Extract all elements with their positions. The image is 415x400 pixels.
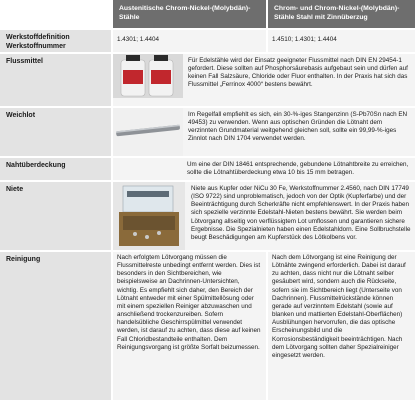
reinigung-col2: Nach dem Lötvorgang ist eine Reinigung der Lötnähte zwingend erforderlich. Dabei ist darauf zu achten, dass nicht nur die Lötnaht selber gesäubert wird, sondern auch die Rückseite, sofern sie im Sichtbereich liegt (Unterseite von Dachrinnen). Flussmittelrückstände können gerade auf verzinntem Edelstahl (sowie auf blanken und mattierten Edelstahl-Oberflächen) Ausblühungen hervorrufen, die das optische Erscheinungsbild und die Korrosionsbeständigkeit beeinträchtigen. Nach dem Lötvorgang sollten daher Spezialreiniger eingesetzt werden.: [268, 252, 415, 400]
rivet-packs-photo: [113, 182, 185, 250]
row-niete: [0, 182, 415, 250]
reinigung-col1: Nach erfolgtem Lötvorgang müssen die Flussmittelreste unbedingt entfernt werden. Dies ist besonders in den Sichtbereichen, wie beispielsweise an Dachrinnen-Untersichten, wichtig. Es empfiehlt sich daher, den Bereich der Lötnaht entweder mit einer Spülmittellösung oder mit einem speziellen Reiniger abzuwaschen und anschließend trockenzureiben. Sofern handelsübliche Geschirrspülmittel verwendet werden, ist darauf zu achten, dass diese auf keinen Fall Chloridbestandteile enthalten. Dem Reinigungsvorgang ist größte Sorfalt beizumessen.: [113, 252, 266, 400]
flux-bottles-photo: [113, 54, 183, 98]
werkstoff-col2: 1.4510; 1.4301; 1.4404: [268, 30, 415, 52]
row-werkstoff: [0, 30, 415, 52]
row-nahtueberdeckung: [0, 158, 415, 180]
label-reinigung: Reinigung: [0, 252, 111, 400]
niete-text: Niete aus Kupfer oder NiCu 30 Fe, Werkstoffnummer 2.4560, nach DIN 17749 (ISO 9722) sind unproblematisch, jedoch von der Optik (Kupferfarbe) und der Beeinträchtigung durch Scherkräfte nicht empfehlenswert. In der Praxis haben sich spezielle verzinnte Edelstahl-Nieten bestens bewährt. Sie werden beim Lötvorgang allseitig von verflüssigtem Lot umflossen und garantieren sichere Ergebnisse. Die Spezialnieten haben einen Edelstahldorn. Eine Sollbruchstelle beugt Beschädigungen am Kupferstück des Lötkolbens vor.: [191, 185, 411, 241]
row-flussmittel: [0, 54, 415, 106]
label-nahtueberdeckung: Nahtüberdeckung: [0, 158, 111, 180]
solder-rod-photo: [113, 108, 183, 156]
label-werkstoff: Werkstoffdefinition Werkstoffnummer: [0, 30, 111, 52]
label-niete: Niete: [0, 182, 111, 250]
row-weichlot: [0, 108, 415, 156]
weichlot-text: Im Regelfall empfiehlt es sich, ein 30-%-iges Stangenzinn (S-Pb70Sn nach EN 49453) zu verwenden. Wenn aus optischen Gründen die Lötnaht dem verzinnten Grundmaterial weitgehend gleichen soll, sollte ein 99,99-%-iges Zinnlot nach DIN 1704 verwendet werden.: [188, 111, 408, 143]
row-reinigung: [0, 252, 415, 400]
header-austenitic: Austenitische Chrom-Nickel-(Molybdän)-Stähle: [113, 0, 266, 28]
header-tin-coated: Chrom- und Chrom-Nickel-(Molybdän)-Stähle Stahl mit Zinnüberzug: [268, 0, 415, 28]
werkstoff-col1: 1.4301; 1.4404: [113, 30, 266, 52]
label-flussmittel: Flussmittel: [0, 54, 111, 106]
flussmittel-text: Für Edelstähle wird der Einsatz geeigneter Flussmittel nach DIN EN 29454-1 gefordert. Diese sollten auf Phosphorsäurebasis aufgebaut sein und dürfen auf keinen Fall Salzsäure, Chloride oder Fluor enthalten. In der Praxis hat sich das Flussmittel „Ferrinox 4000“ bestens bewährt.: [188, 57, 408, 89]
label-weichlot: Weichlot: [0, 108, 111, 156]
nahtueberdeckung-text: Um eine der DIN 18461 entsprechende, gebundene Lötnahtbreite zu erreichen, sollte die Lötnahtüberdeckung etwa 10 bis 15 mm betragen.: [113, 158, 415, 180]
table-header: [0, 0, 415, 28]
